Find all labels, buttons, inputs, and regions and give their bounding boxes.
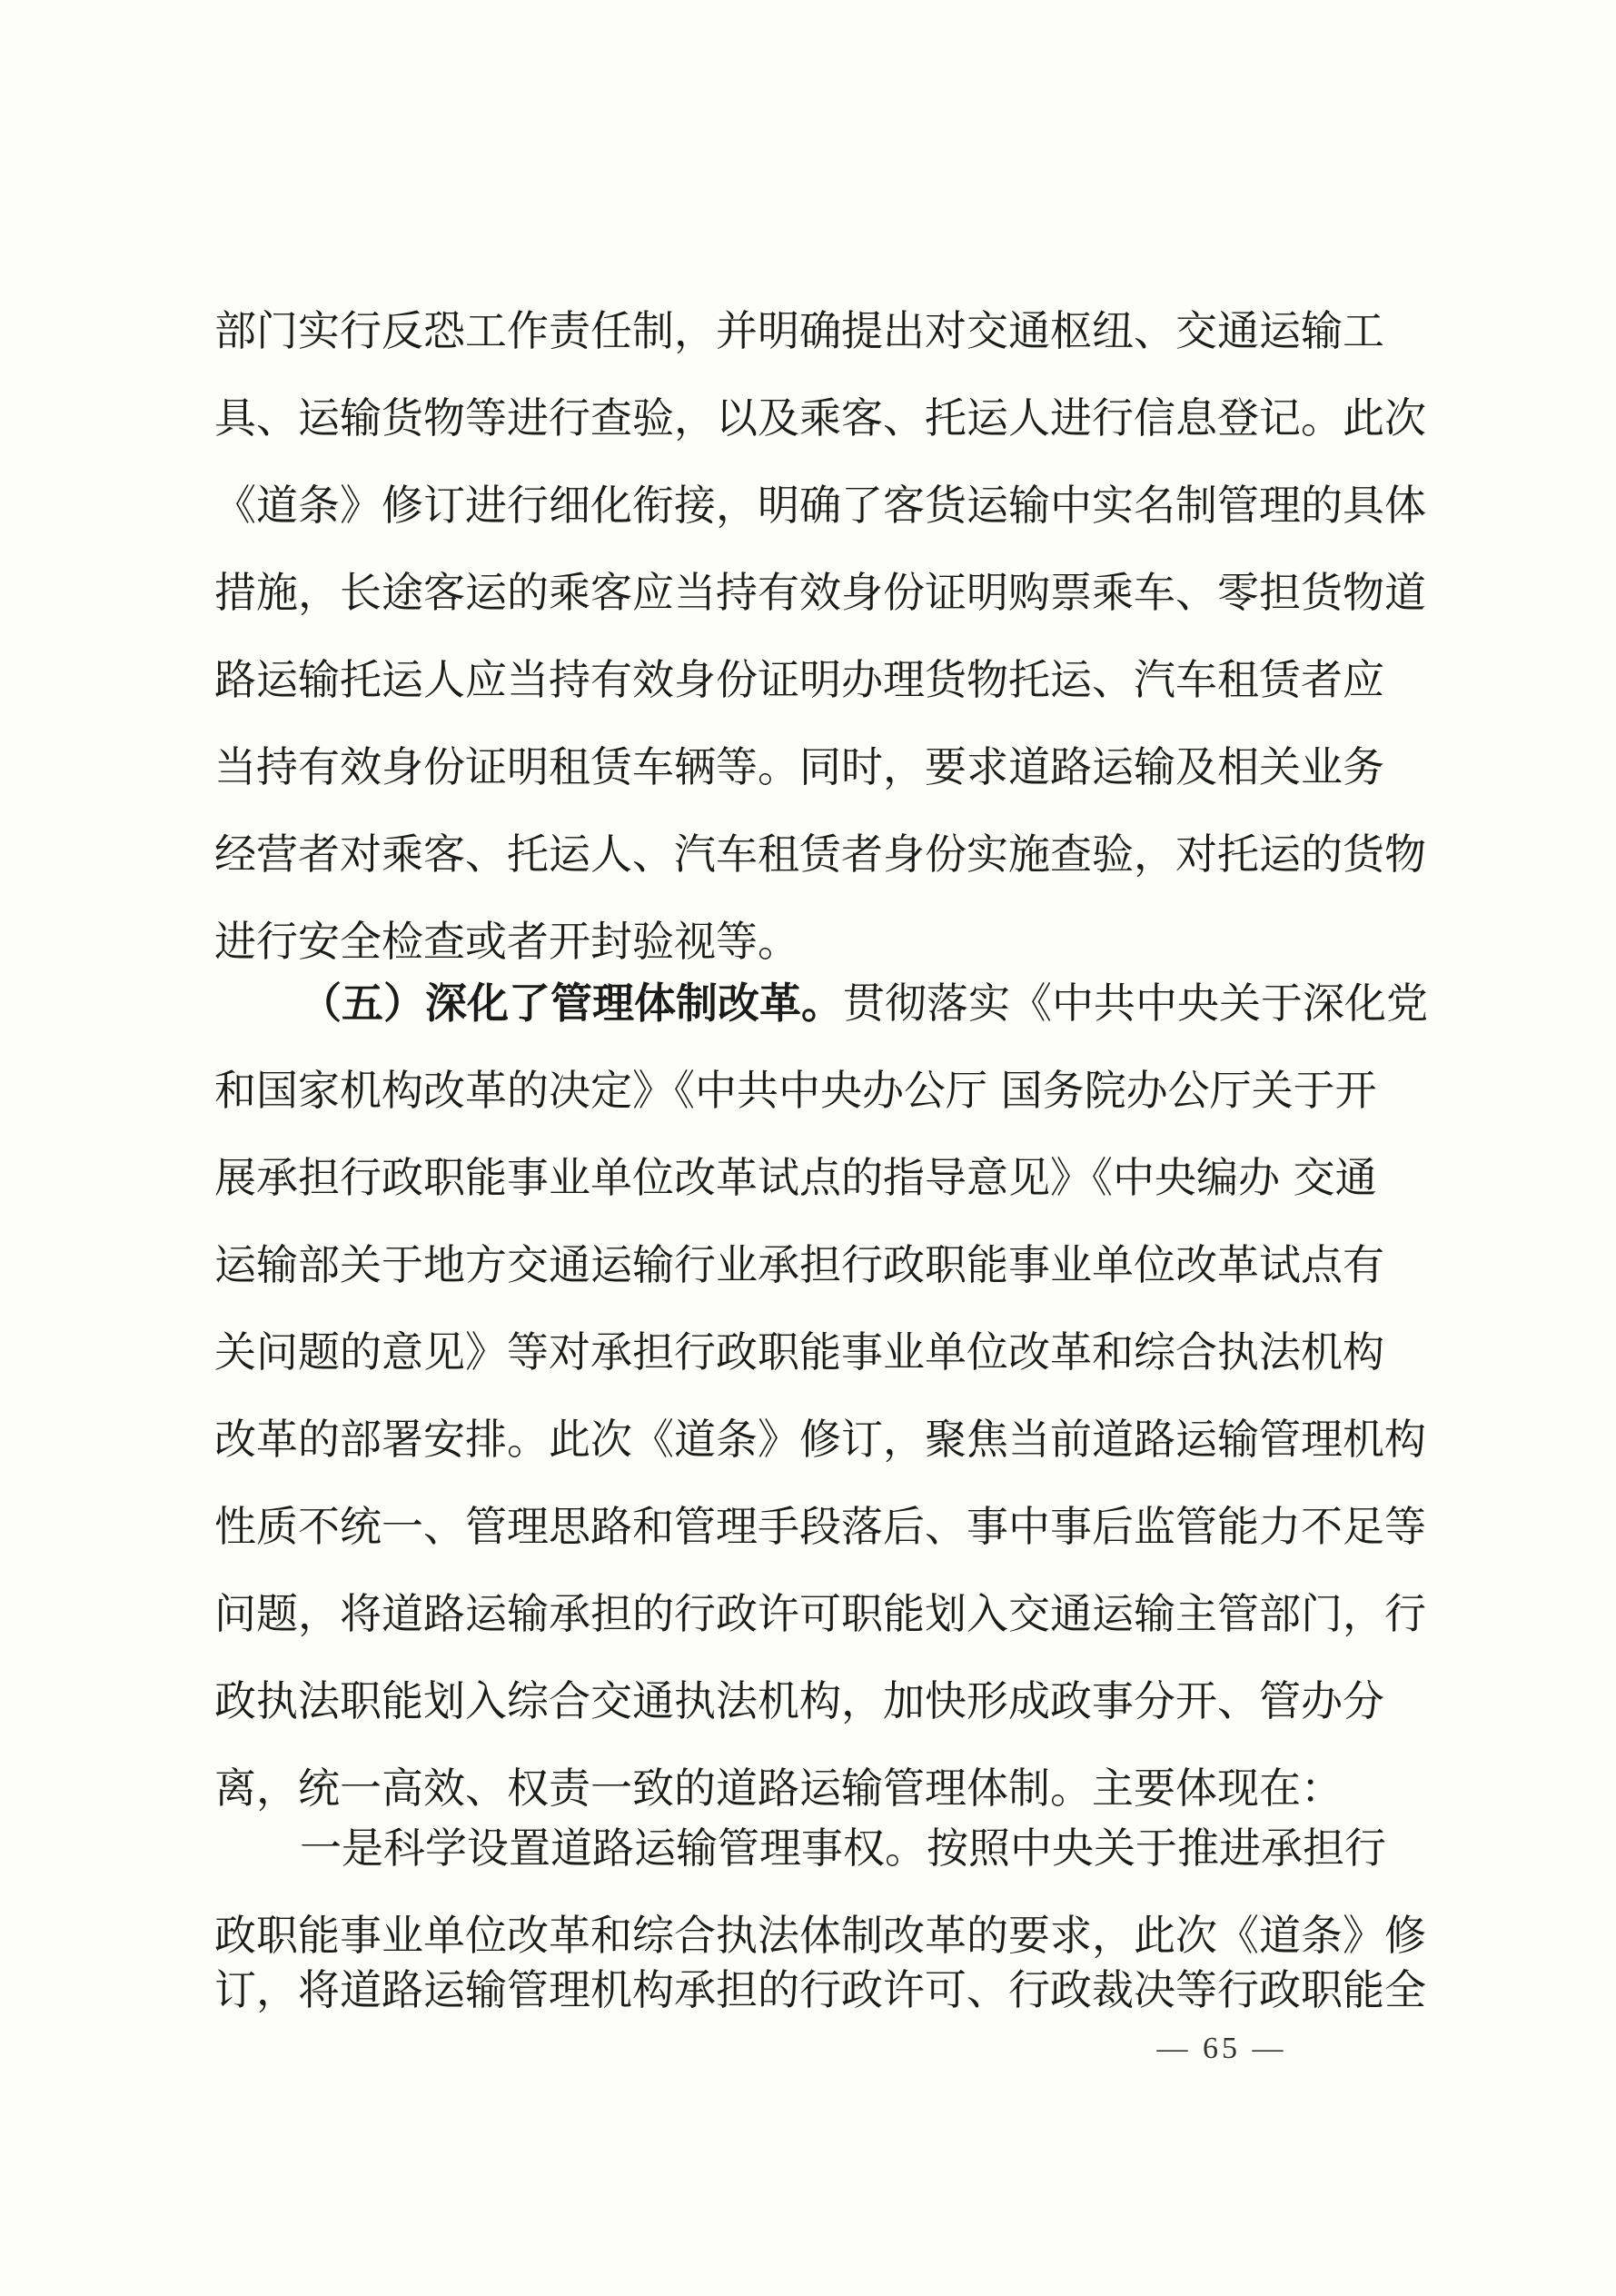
paragraph-2-line-3: 展承担行政职能事业单位改革试点的指导意见》《中央编办 交通 <box>214 1153 1377 1202</box>
paragraph-2-line-10: 离，统一高效、权责一致的道路运输管理体制。主要体现在： <box>214 1764 1343 1813</box>
paragraph-1-line-6: 当持有效身份证明租赁车辆等。同时，要求道路运输及相关业务 <box>214 742 1384 791</box>
paragraph-2-line-5: 关问题的意见》等对承担行政职能事业单位改革和综合执法机构 <box>214 1327 1384 1377</box>
paragraph-2-line-2: 和国家机构改革的决定》《中共中央办公厅 国务院办公厅关于开 <box>214 1066 1377 1115</box>
paragraph-1-line-7: 经营者对乘客、托运人、汽车租赁者身份实施查验，对托运的货物 <box>214 830 1426 879</box>
paragraph-2-line-4: 运输部关于地方交通运输行业承担行政职能事业单位改革试点有 <box>214 1240 1384 1289</box>
paragraph-2-line-7: 性质不统一、管理思路和管理手段落后、事中事后监管能力不足等 <box>214 1502 1426 1551</box>
section-heading: （五）深化了管理体制改革。 <box>300 979 843 1028</box>
paragraph-1-line-8: 进行安全检查或者开封验视等。 <box>214 917 799 966</box>
paragraph-2-line-9: 政执法职能划入综合交通执法机构，加快形成政事分开、管办分 <box>214 1676 1384 1725</box>
paragraph-1-line-1: 部门实行反恐工作责任制，并明确提出对交通枢纽、交通运输工 <box>214 306 1384 355</box>
paragraph-2-line-1-rest: 贯彻落实《中共中央关于深化党 <box>843 979 1428 1028</box>
paragraph-3-line-2: 政职能事业单位改革和综合执法体制改革的要求，此次《道条》修 <box>214 1911 1426 1960</box>
paragraph-2-line-8: 问题，将道路运输承担的行政许可职能划入交通运输主管部门，行 <box>214 1589 1426 1638</box>
paragraph-3-line-1: 一是科学设置道路运输管理事权。按照中央关于推进承担行 <box>300 1824 1386 1873</box>
paragraph-2-line-6: 改革的部署安排。此次《道条》修订，聚焦当前道路运输管理机构 <box>214 1415 1426 1464</box>
paragraph-2-line-1 <box>300 974 1428 1032</box>
paragraph-1-line-3: 《道条》修订进行细化衔接，明确了客货运输中实名制管理的具体 <box>214 481 1426 530</box>
paragraph-3-line-3: 订，将道路运输管理机构承担的行政许可、行政裁决等行政职能全 <box>214 1965 1426 2014</box>
paragraph-1-line-4: 措施，长途客运的乘客应当持有效身份证明购票乘车、零担货物道 <box>214 568 1426 617</box>
paragraph-1-line-2: 具、运输货物等进行查验，以及乘客、托运人进行信息登记。此次 <box>214 393 1426 442</box>
paragraph-1-line-5: 路运输托运人应当持有效身份证明办理货物托运、汽车租赁者应 <box>214 655 1384 704</box>
page-number: — 65 — <box>1156 2032 1287 2065</box>
